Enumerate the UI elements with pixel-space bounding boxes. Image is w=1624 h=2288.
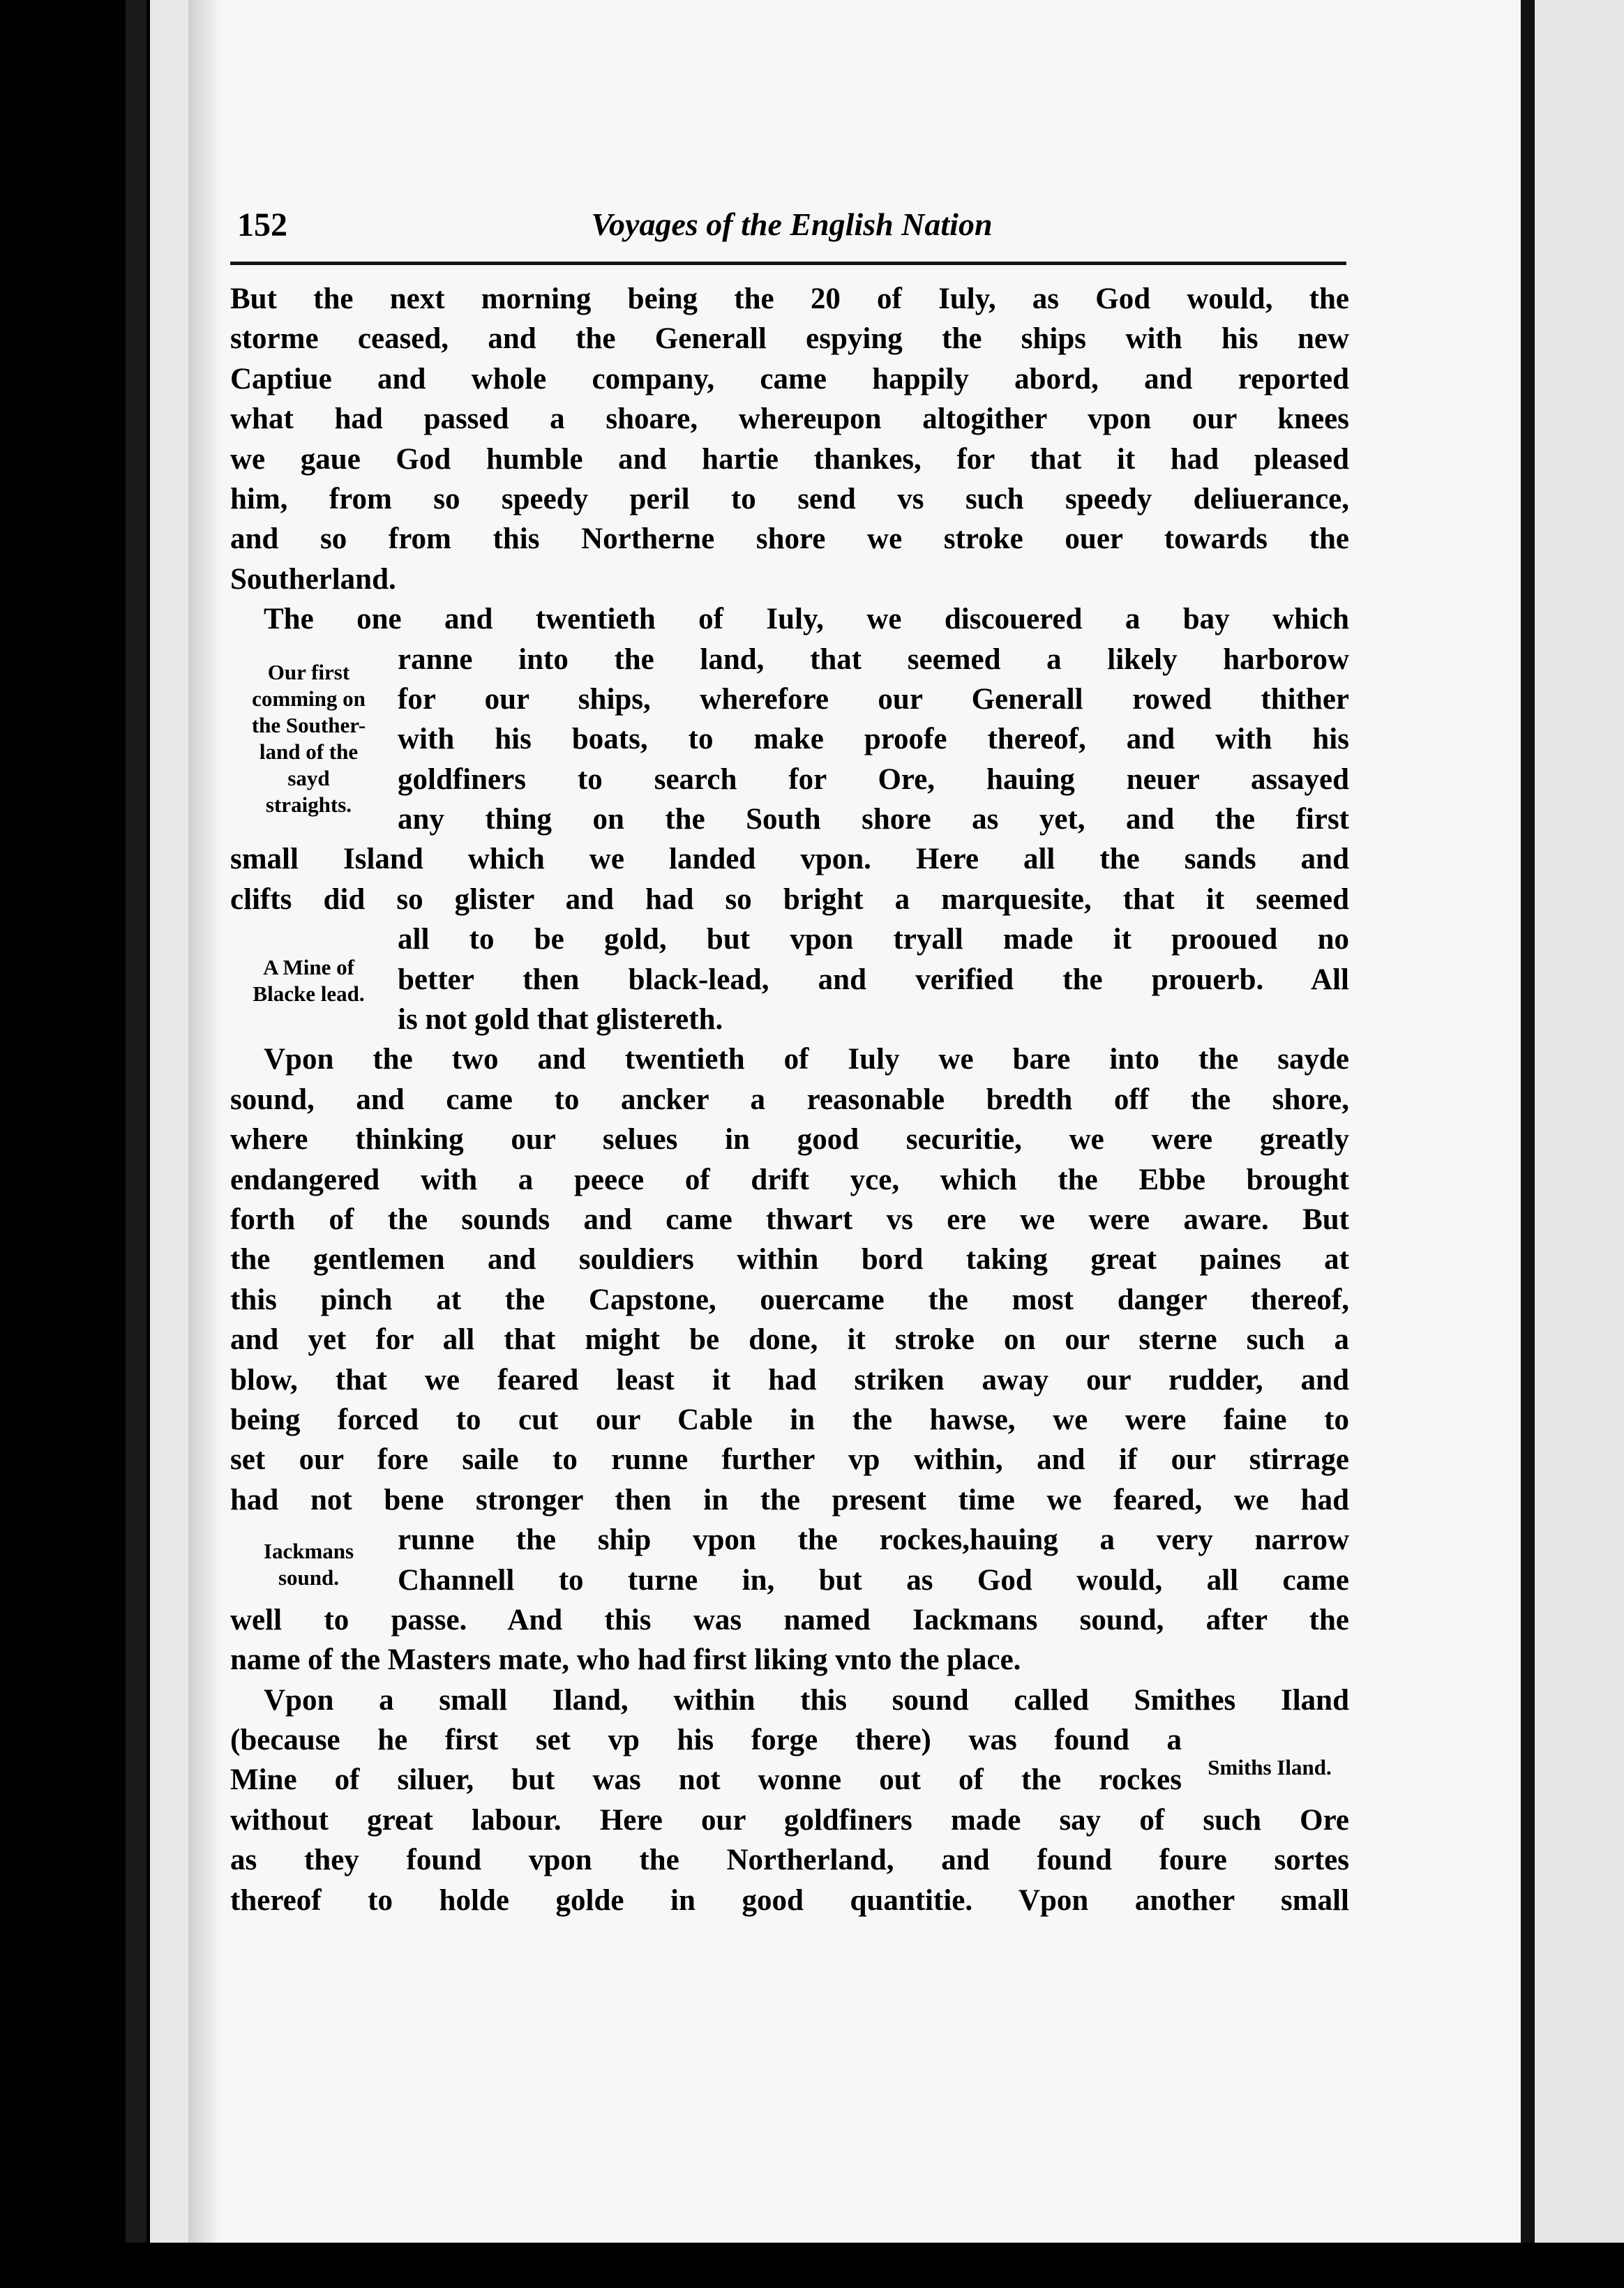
text-line: what had passed a shoare, whereupon altogither vpon our knees <box>230 402 1349 436</box>
facing-page-edge <box>1535 0 1624 2288</box>
text-line: goldfiners to search for Ore, hauing neuer assayed <box>398 762 1349 796</box>
running-title: Voyages of the English Nation <box>591 206 993 242</box>
margin-note-smiths-iland: Smiths Iland. <box>1208 1755 1332 1779</box>
text-line: had not bene stronger then in the present time we feared, we had <box>230 1483 1349 1516</box>
text-line: The one and twentieth of Iuly, we discouered a bay which <box>264 603 1349 636</box>
text-line: sound, and came to ancker a reasonable bredth off the shore, <box>230 1083 1349 1116</box>
page-header <box>237 206 1346 248</box>
text-line: endangered with a peece of drift yce, which the Ebbe brought <box>230 1163 1349 1196</box>
text-line: small Island which we landed vpon. Here all the sands and <box>230 843 1349 876</box>
text-line: all to be gold, but vpon tryall made it prooued no <box>398 923 1349 956</box>
text-line: and yet for all that might be done, it stroke on our sterne such a <box>230 1323 1349 1357</box>
scan-border-bottom <box>0 2243 1624 2288</box>
text-line: (because he first set vp his forge there) was found a <box>230 1724 1182 1757</box>
text-line: But the next morning being the 20 of Iuly, as God would, the <box>230 283 1349 315</box>
text-line: with his boats, to make proofe thereof, and with his <box>398 723 1349 756</box>
text-line: without great labour. Here our goldfiners made say of such Ore <box>230 1803 1349 1837</box>
text-line: we gaue God humble and hartie thankes, for that it had pleased <box>230 442 1349 476</box>
text-line: Vpon the two and twentieth of Iuly we bare into the sayde <box>264 1043 1349 1076</box>
text-line: and so from this Northerne shore we stroke ouer towards the <box>230 522 1349 556</box>
text-line: Captiue and whole company, came happily abord, and reported <box>230 362 1349 396</box>
text-line: set our fore saile to runne further vp within, and if our stirrage <box>230 1443 1349 1477</box>
text-line: is not gold that glistereth. <box>398 1003 723 1037</box>
body-text <box>230 279 1349 1920</box>
text-line: runne the ship vpon the rockes,hauing a very narrow <box>398 1523 1349 1557</box>
page-number: 152 <box>237 206 287 243</box>
text-line: Channell to turne in, but as God would, all came <box>398 1563 1349 1597</box>
text-line: thereof to holde golde in good quantitie. Vpon another small <box>230 1883 1349 1917</box>
text-line: Mine of siluer, but was not wonne out of the rockes <box>230 1763 1182 1797</box>
book-gutter-shadow <box>126 0 146 2288</box>
text-line: ranne into the land, that seemed a likely harborow <box>398 642 1349 676</box>
text-line: any thing on the South shore as yet, and the first <box>398 803 1349 836</box>
margin-note-iackmans-sound: Iackmans sound. <box>263 1539 354 1590</box>
gutter-fade <box>188 0 222 2288</box>
header-rule <box>230 262 1346 265</box>
text-line: better then black-lead, and verified the prouerb. All <box>398 963 1349 996</box>
text-line: being forced to cut our Cable in the hawse, we were faine to <box>230 1403 1349 1436</box>
text-line: this pinch at the Capstone, ouercame the most danger thereof, <box>230 1283 1349 1316</box>
text-line: blow, that we feared least it had striken away our rudder, and <box>230 1363 1349 1397</box>
page-edge-left <box>150 0 188 2288</box>
text-line: where thinking our selues in good securitie, we were greatly <box>230 1123 1349 1157</box>
text-line: the gentlemen and souldiers within bord taking great paines at <box>230 1243 1349 1277</box>
text-line: for our ships, wherefore our Generall rowed thither <box>398 682 1349 716</box>
text-line: as they found vpon the Northerland, and found foure sortes <box>230 1844 1349 1877</box>
text-line: him, from so speedy peril to send vs such speedy deliuerance, <box>230 482 1349 515</box>
text-line: well to passe. And this was named Iackmans sound, after the <box>230 1603 1349 1636</box>
text-line: Vpon a small Iland, within this sound called Smithes Iland <box>264 1683 1349 1717</box>
text-line: storme ceased, and the Generall espying the ships with his new <box>230 322 1349 356</box>
text-line: forth of the sounds and came thwart vs ere we were aware. But <box>230 1203 1349 1236</box>
margin-note-southerland: Our first comming on the Souther- land of the sayd straights. <box>251 660 366 817</box>
text-line: Southerland. <box>230 562 396 596</box>
text-line: name of the Masters mate, who had first liking vnto the place. <box>230 1643 1021 1677</box>
margin-note-black-lead: A Mine of Blacke lead. <box>253 955 365 1006</box>
text-line: clifts did so glister and had so bright a marquesite, that it seemed <box>230 882 1349 916</box>
